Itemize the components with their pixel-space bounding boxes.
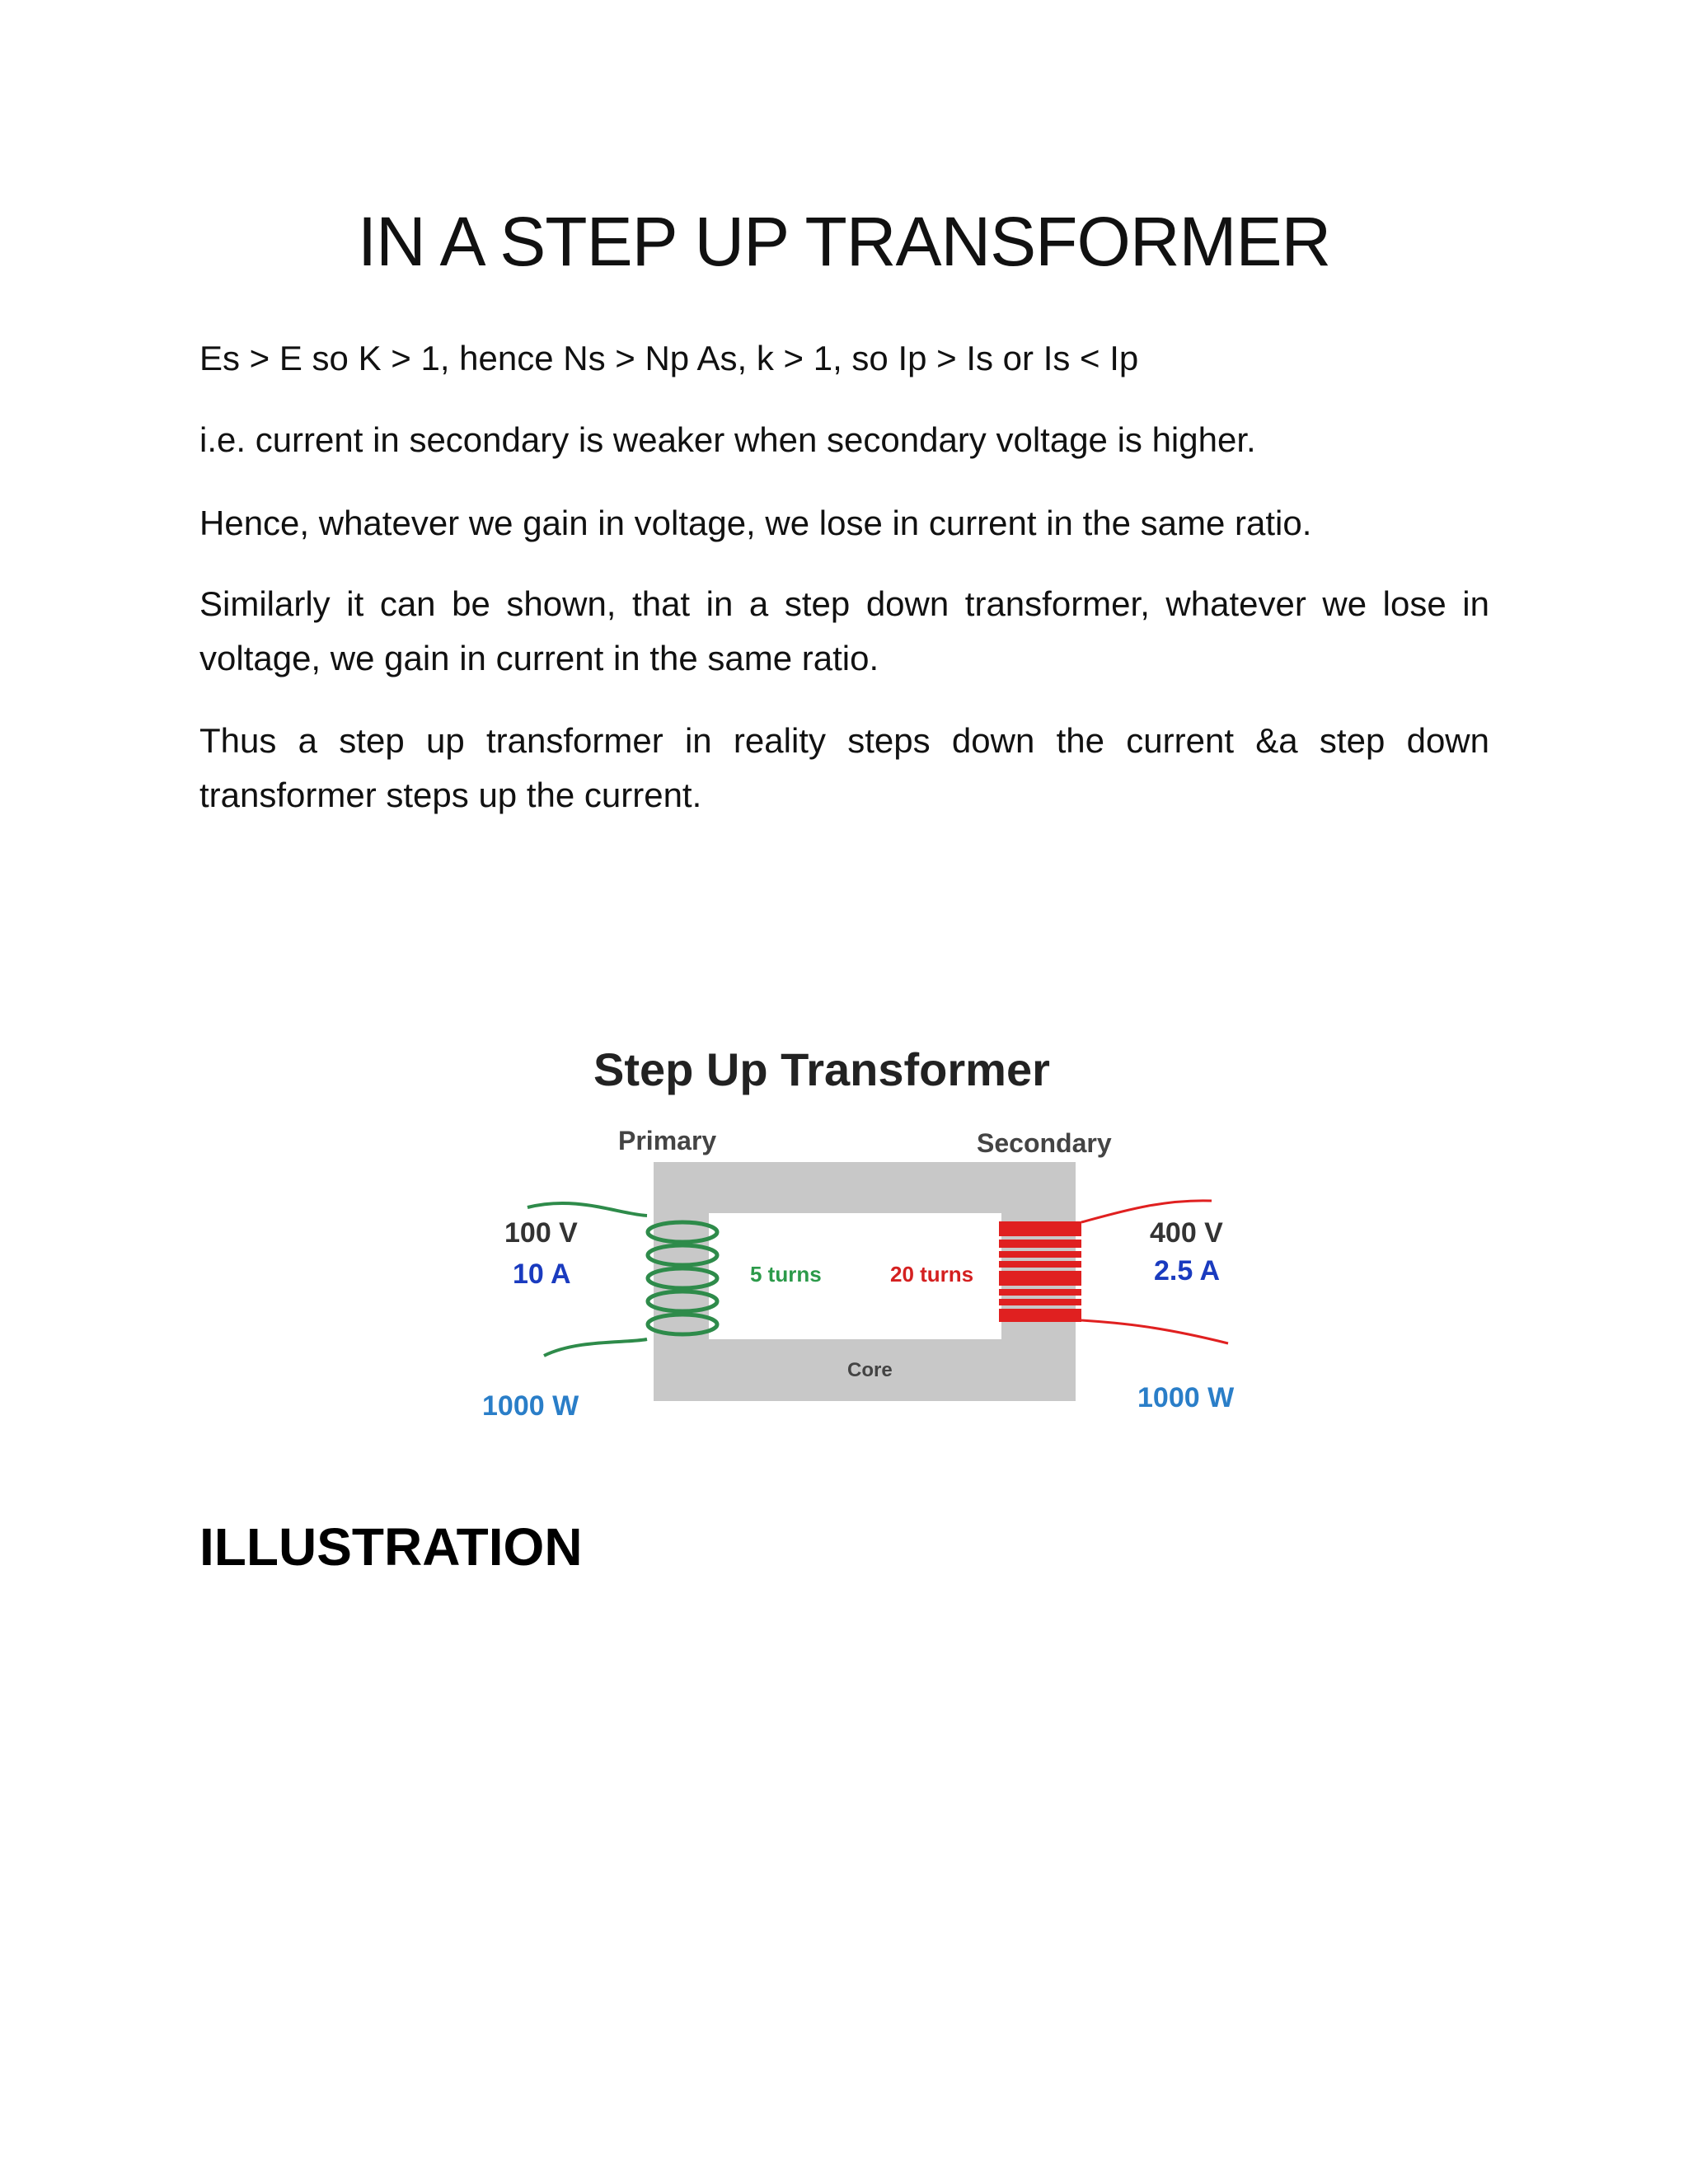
secondary-power: 1000 W [1137,1382,1235,1413]
transformer-diagram [462,1026,1269,1463]
secondary-label: Secondary [977,1128,1112,1158]
primary-lead-bottom [544,1339,647,1356]
paragraph-ratio-relations: Es > E so K > 1, hence Ns > Np As, k > 1, so Ip > Is or Is < Ip [199,339,1139,377]
step-up-transformer-figure [462,1026,1269,1463]
secondary-voltage: 400 V [1150,1217,1223,1249]
primary-power: 1000 W [482,1390,579,1422]
paragraph-step-down: Similarly it can be shown, that in a step down transformer, whatever we lose in voltage, we gain in current in the same ratio. [199,584,1489,677]
core-label: Core [847,1359,893,1381]
secondary-turns: 20 turns [890,1262,974,1286]
paragraph-gain-lose: Hence, whatever we gain in voltage, we lose in current in the same ratio. [199,504,1312,542]
primary-turns: 5 turns [750,1262,822,1286]
figure-title: Step Up Transformer [593,1043,1050,1095]
page-title: IN A STEP UP TRANSFORMER [357,203,1331,280]
primary-lead-top [528,1203,647,1216]
secondary-current: 2.5 A [1154,1255,1221,1286]
primary-label: Primary [618,1126,717,1155]
primary-voltage: 100 V [504,1217,578,1249]
section-heading-illustration: ILLUSTRATION [199,1517,583,1577]
paragraph-conclusion: Thus a step up transformer in reality steps down the current &a step down transformer steps up the current. [199,721,1489,814]
primary-current: 10 A [513,1258,571,1290]
paragraph-current-weaker: i.e. current in secondary is weaker when secondary voltage is higher. [199,420,1256,459]
secondary-lead-bottom [1081,1320,1228,1343]
